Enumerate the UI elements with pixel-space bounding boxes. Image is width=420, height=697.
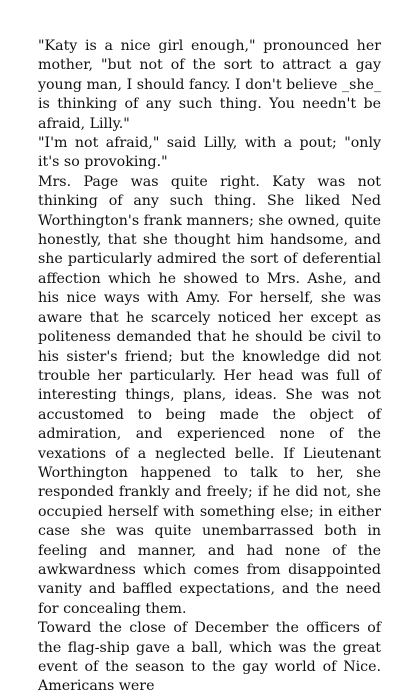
- page-body: [38, 37, 381, 697]
- paragraph-lilly-reply: "I'm not afraid," said Lilly, with a pout; "only it's so provoking.": [38, 135, 381, 171]
- paragraph-ball-announcement: Toward the close of December the officers of the flag-ship gave a ball, which was the great event of the season to the gay world of Nice. Americans were: [38, 620, 381, 695]
- paragraph-katy-reflection: Mrs. Page was quite right. Katy was not thinking of any such thing. She liked Ned Worthington's frank manners; she owned, quite honestly, that she thought him handsome, and she particularly admired the sort of deferential affection which he showed to Mrs. Ashe, and his nice ways with Amy. For herself, she was aware that he scarcely noticed her except as politeness demanded that he should be civil to his sister's friend; but the knowledge did not trouble her particularly. Her head was full of interesting things, plans, ideas. She was not accustomed to being made the object of admiration, and experienced none of the vexations of a neglected belle. If Lieutenant Worthington happened to talk to her, she responded frankly and freely; if he did not, she occupied herself with something else; in either case she was quite unembarrassed both in feeling and manner, and had none of the awkwardness which comes from disappointed vanity and baffled expectations, and the need for concealing them.: [38, 173, 381, 617]
- paragraph-mother-remark: "Katy is a nice girl enough," pronounced her mother, "but not of the sort to attract a gay young man, I should fancy. I don't believe _she_ is thinking of any such thing. You needn't be afraid, Lilly.": [38, 38, 381, 132]
